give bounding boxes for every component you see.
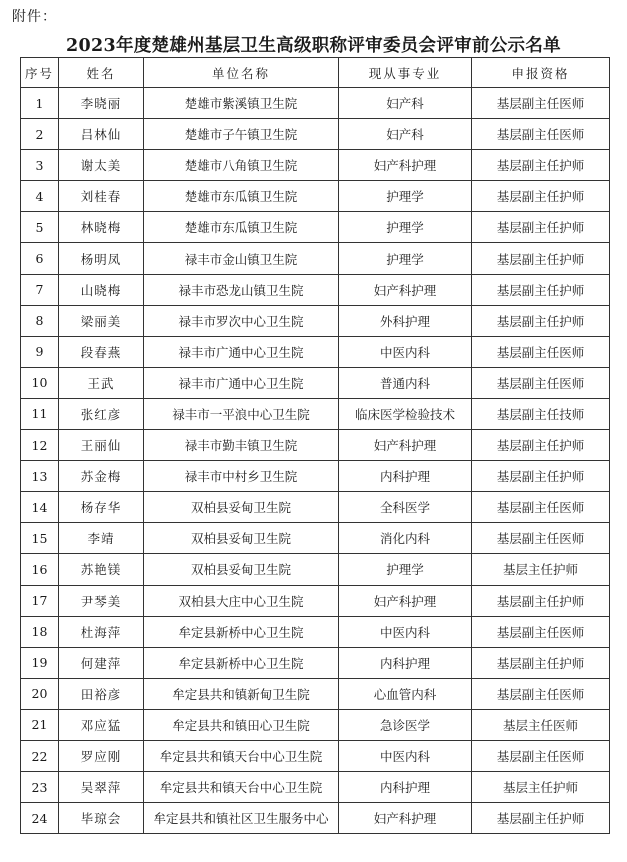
cell-qualification: 基层副主任护师 <box>472 647 610 678</box>
table-row <box>21 647 610 678</box>
cell-name: 苏金梅 <box>59 461 144 492</box>
cell-specialty: 急诊医学 <box>339 709 472 740</box>
cell-qualification: 基层主任护师 <box>472 772 610 803</box>
cell-specialty: 护理学 <box>339 212 472 243</box>
cell-unit: 禄丰市广通中心卫生院 <box>144 367 339 398</box>
cell-specialty: 妇产科护理 <box>339 150 472 181</box>
cell-unit: 楚雄市东瓜镇卫生院 <box>144 181 339 212</box>
cell-index: 9 <box>21 336 59 367</box>
cell-unit: 双柏县妥甸卫生院 <box>144 523 339 554</box>
table-row <box>21 274 610 305</box>
cell-index: 17 <box>21 585 59 616</box>
cell-specialty: 普通内科 <box>339 367 472 398</box>
cell-index: 16 <box>21 554 59 585</box>
cell-unit: 牟定县新桥中心卫生院 <box>144 616 339 647</box>
cell-name: 王丽仙 <box>59 430 144 461</box>
cell-qualification: 基层副主任护师 <box>472 181 610 212</box>
cell-name: 梁丽美 <box>59 305 144 336</box>
cell-unit: 牟定县共和镇社区卫生服务中心 <box>144 803 339 834</box>
cell-index: 19 <box>21 647 59 678</box>
cell-name: 杜海萍 <box>59 616 144 647</box>
cell-specialty: 护理学 <box>339 554 472 585</box>
table-row <box>21 492 610 523</box>
cell-specialty: 护理学 <box>339 243 472 274</box>
cell-specialty: 全科医学 <box>339 492 472 523</box>
document-title: 2023年度楚雄州基层卫生高级职称评审委员会评审前公示名单 <box>66 36 561 56</box>
cell-qualification: 基层副主任护师 <box>472 150 610 181</box>
cell-index: 12 <box>21 430 59 461</box>
cell-qualification: 基层副主任医师 <box>472 492 610 523</box>
cell-specialty: 妇产科 <box>339 88 472 119</box>
cell-unit: 双柏县妥甸卫生院 <box>144 492 339 523</box>
cell-index: 2 <box>21 119 59 150</box>
cell-name: 尹琴美 <box>59 585 144 616</box>
cell-index: 11 <box>21 398 59 429</box>
cell-name: 何建萍 <box>59 647 144 678</box>
cell-qualification: 基层主任护师 <box>472 554 610 585</box>
cell-unit: 牟定县共和镇天台中心卫生院 <box>144 740 339 771</box>
cell-index: 8 <box>21 305 59 336</box>
table-row <box>21 461 610 492</box>
table-row <box>21 803 610 834</box>
cell-index: 3 <box>21 150 59 181</box>
cell-unit: 双柏县大庄中心卫生院 <box>144 585 339 616</box>
cell-qualification: 基层副主任护师 <box>472 243 610 274</box>
cell-index: 5 <box>21 212 59 243</box>
cell-unit: 牟定县新桥中心卫生院 <box>144 647 339 678</box>
cell-specialty: 中医内科 <box>339 336 472 367</box>
table-row <box>21 88 610 119</box>
cell-index: 4 <box>21 181 59 212</box>
cell-specialty: 心血管内科 <box>339 678 472 709</box>
table-row <box>21 150 610 181</box>
cell-qualification: 基层副主任医师 <box>472 88 610 119</box>
table-row <box>21 554 610 585</box>
cell-name: 刘桂春 <box>59 181 144 212</box>
cell-unit: 楚雄市子午镇卫生院 <box>144 119 339 150</box>
cell-qualification: 基层副主任医师 <box>472 678 610 709</box>
cell-name: 李晓丽 <box>59 88 144 119</box>
cell-index: 15 <box>21 523 59 554</box>
cell-name: 杨存华 <box>59 492 144 523</box>
cell-index: 10 <box>21 367 59 398</box>
table-row <box>21 709 610 740</box>
cell-index: 22 <box>21 740 59 771</box>
attachment-label: 附件： <box>12 9 57 25</box>
table-row <box>21 678 610 709</box>
cell-index: 21 <box>21 709 59 740</box>
cell-name: 毕琼会 <box>59 803 144 834</box>
cell-unit: 禄丰市一平浪中心卫生院 <box>144 398 339 429</box>
table-row <box>21 585 610 616</box>
cell-unit: 禄丰市恐龙山镇卫生院 <box>144 274 339 305</box>
table-row <box>21 523 610 554</box>
table-row <box>21 181 610 212</box>
cell-qualification: 基层副主任医师 <box>472 616 610 647</box>
cell-index: 14 <box>21 492 59 523</box>
cell-index: 20 <box>21 678 59 709</box>
cell-specialty: 妇产科护理 <box>339 803 472 834</box>
cell-name: 杨明凤 <box>59 243 144 274</box>
table-row <box>21 119 610 150</box>
cell-specialty: 内科护理 <box>339 647 472 678</box>
cell-specialty: 内科护理 <box>339 772 472 803</box>
table-row <box>21 430 610 461</box>
table-row <box>21 305 610 336</box>
cell-unit: 禄丰市中村乡卫生院 <box>144 461 339 492</box>
cell-specialty: 外科护理 <box>339 305 472 336</box>
cell-qualification: 基层副主任技师 <box>472 398 610 429</box>
table-row <box>21 616 610 647</box>
table-header-row <box>21 58 610 88</box>
cell-name: 王武 <box>59 367 144 398</box>
cell-index: 23 <box>21 772 59 803</box>
cell-unit: 牟定县共和镇新甸卫生院 <box>144 678 339 709</box>
cell-name: 李靖 <box>59 523 144 554</box>
roster-body <box>21 88 610 834</box>
cell-name: 谢太美 <box>59 150 144 181</box>
cell-unit: 楚雄市东瓜镇卫生院 <box>144 212 339 243</box>
cell-specialty: 妇产科护理 <box>339 430 472 461</box>
header-specialty: 现从事专业 <box>339 58 472 88</box>
table-row <box>21 772 610 803</box>
header-index: 序号 <box>21 58 59 88</box>
cell-name: 段春燕 <box>59 336 144 367</box>
cell-index: 13 <box>21 461 59 492</box>
cell-specialty: 妇产科护理 <box>339 585 472 616</box>
cell-specialty: 妇产科 <box>339 119 472 150</box>
cell-specialty: 妇产科护理 <box>339 274 472 305</box>
cell-qualification: 基层副主任护师 <box>472 305 610 336</box>
cell-index: 18 <box>21 616 59 647</box>
cell-qualification: 基层副主任医师 <box>472 119 610 150</box>
header-name: 姓名 <box>59 58 144 88</box>
cell-qualification: 基层副主任医师 <box>472 336 610 367</box>
cell-unit: 禄丰市金山镇卫生院 <box>144 243 339 274</box>
cell-name: 山晓梅 <box>59 274 144 305</box>
cell-name: 田裕彦 <box>59 678 144 709</box>
cell-unit: 禄丰市广通中心卫生院 <box>144 336 339 367</box>
cell-name: 邓应猛 <box>59 709 144 740</box>
cell-qualification: 基层副主任护师 <box>472 274 610 305</box>
cell-unit: 双柏县妥甸卫生院 <box>144 554 339 585</box>
header-qualification: 申报资格 <box>472 58 610 88</box>
cell-name: 张红彦 <box>59 398 144 429</box>
cell-name: 林晓梅 <box>59 212 144 243</box>
table-row <box>21 740 610 771</box>
cell-unit: 牟定县共和镇天台中心卫生院 <box>144 772 339 803</box>
table-row <box>21 398 610 429</box>
table-row <box>21 212 610 243</box>
cell-name: 罗应刚 <box>59 740 144 771</box>
table-row <box>21 367 610 398</box>
cell-specialty: 临床医学检验技术 <box>339 398 472 429</box>
cell-qualification: 基层副主任护师 <box>472 803 610 834</box>
cell-name: 吴翠萍 <box>59 772 144 803</box>
cell-qualification: 基层副主任医师 <box>472 523 610 554</box>
cell-unit: 牟定县共和镇田心卫生院 <box>144 709 339 740</box>
header-unit: 单位名称 <box>144 58 339 88</box>
cell-specialty: 中医内科 <box>339 616 472 647</box>
cell-unit: 楚雄市紫溪镇卫生院 <box>144 88 339 119</box>
roster-table <box>20 57 610 834</box>
cell-qualification: 基层主任医师 <box>472 709 610 740</box>
cell-qualification: 基层副主任医师 <box>472 740 610 771</box>
cell-qualification: 基层副主任护师 <box>472 212 610 243</box>
cell-specialty: 护理学 <box>339 181 472 212</box>
cell-index: 7 <box>21 274 59 305</box>
table-row <box>21 336 610 367</box>
cell-unit: 楚雄市八角镇卫生院 <box>144 150 339 181</box>
cell-specialty: 消化内科 <box>339 523 472 554</box>
table-row <box>21 243 610 274</box>
cell-index: 1 <box>21 88 59 119</box>
cell-name: 苏艳镁 <box>59 554 144 585</box>
cell-qualification: 基层副主任护师 <box>472 461 610 492</box>
cell-index: 24 <box>21 803 59 834</box>
cell-unit: 禄丰市罗次中心卫生院 <box>144 305 339 336</box>
cell-unit: 禄丰市勤丰镇卫生院 <box>144 430 339 461</box>
cell-name: 吕林仙 <box>59 119 144 150</box>
cell-index: 6 <box>21 243 59 274</box>
cell-qualification: 基层副主任医师 <box>472 367 610 398</box>
cell-qualification: 基层副主任护师 <box>472 430 610 461</box>
cell-specialty: 内科护理 <box>339 461 472 492</box>
cell-qualification: 基层副主任护师 <box>472 585 610 616</box>
cell-specialty: 中医内科 <box>339 740 472 771</box>
